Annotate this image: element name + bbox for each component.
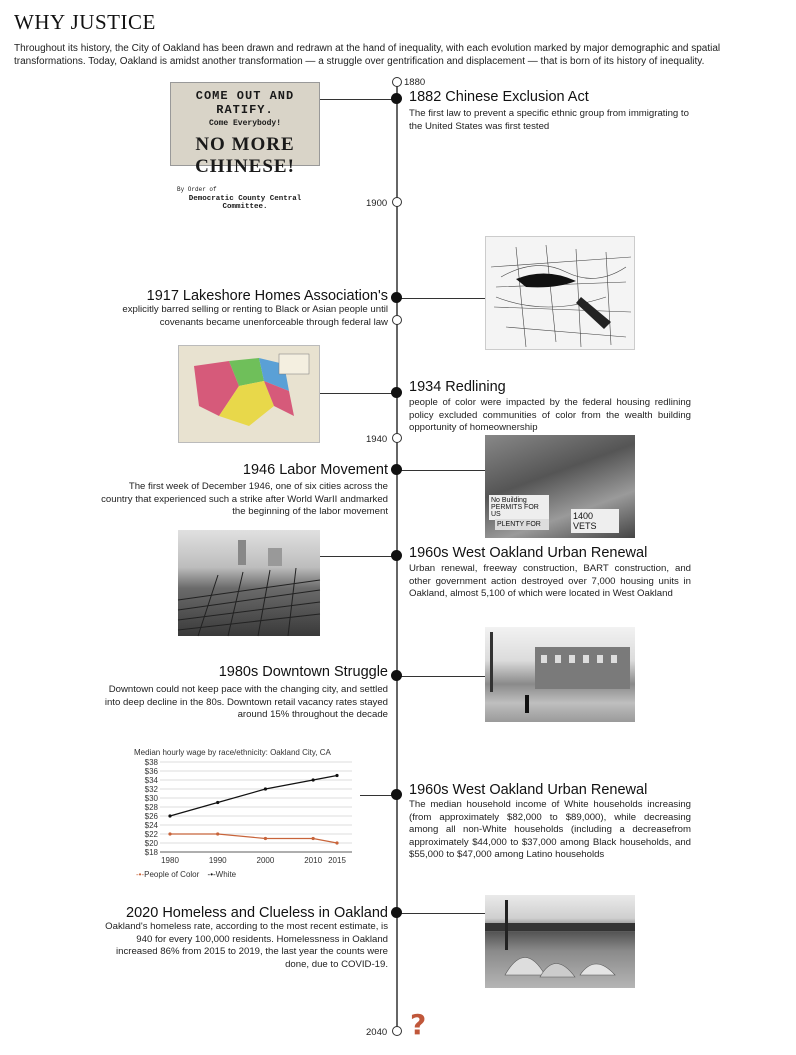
event-dot-1882: [391, 93, 402, 104]
photo-lakeshore-map: [485, 236, 635, 350]
legend-label-white: White: [215, 870, 237, 879]
data-point: [168, 832, 171, 835]
y-tick-label: $36: [144, 767, 158, 776]
year-label-1940: 1940: [366, 434, 388, 445]
photo-redlining-map: [178, 345, 320, 443]
street-buildings-icon: [485, 627, 635, 722]
photo-labor-strike: [485, 435, 635, 538]
legend-label-poc: People of Color: [144, 870, 200, 879]
event-title: 1960s West Oakland Urban Renewal: [409, 782, 648, 798]
event-title: 1917 Lakeshore Homes Association's: [146, 288, 388, 304]
event-title: 1934 Redlining: [409, 379, 506, 395]
y-tick-label: $38: [144, 758, 158, 767]
sign-no-building-permits: No Building PERMITS FOR US: [489, 495, 549, 520]
event-dot-1960s-b: [391, 789, 402, 800]
connector-1917: [396, 298, 485, 299]
event-description: The first law to prevent a specific ethnic group from immigrating to the United States was first tested: [409, 108, 689, 132]
event-description: Downtown could not keep pace with the changing city, and settled into deep decline in the 80s. Downtown retail vacancy rates stayed around 15% throughout the decade: [104, 684, 388, 721]
connector-1934: [320, 393, 396, 394]
y-tick-label: $18: [144, 848, 158, 857]
sign-1400-vets: 1400 VETS: [571, 509, 619, 533]
question-mark-icon: ?: [410, 1008, 427, 1041]
y-tick-label: $34: [144, 776, 158, 785]
photo-homeless-tents: [485, 895, 635, 988]
redlining-map-icon: [179, 346, 321, 444]
legend-swatch-poc: -•-: [136, 870, 145, 879]
event-title: 2020 Homeless and Clueless in Oakland: [126, 905, 388, 921]
series-line-1: [170, 776, 337, 817]
poster-line3: NO MORE CHINESE!: [195, 134, 295, 177]
data-point: [335, 841, 338, 844]
event-dot-1917: [391, 292, 402, 303]
poster-line4: By Order of: [177, 186, 217, 193]
event-description: Urban renewal, freeway construction, BART construction, and other government action destroyed over 7,000 housing units in Oakland, almost 5,100 of which were located in West Oakland: [409, 563, 691, 600]
poster-line5: Democratic County Central Committee.: [188, 195, 302, 211]
y-tick-label: $32: [144, 785, 158, 794]
data-point: [264, 787, 267, 790]
poster-line2: Come Everybody!: [208, 119, 281, 128]
year-label-1880: 1880: [404, 77, 426, 88]
rebar-construction-icon: [178, 530, 320, 636]
year-marker-2040: [392, 1026, 402, 1036]
chart-title: Median hourly wage by race/ethnicity: Oakland City, CA: [134, 748, 331, 757]
legend-swatch-white: -•-: [207, 870, 216, 879]
connector-1960s-a: [320, 556, 396, 557]
event-dot-2020: [391, 907, 402, 918]
data-point: [312, 837, 315, 840]
event-dot-1934: [391, 387, 402, 398]
year-marker-1920: [392, 315, 402, 325]
event-description: The median household income of White households increasing (from approximately $82,000 to $89,000), while decreasing among all non-White households (including a decreasefrom approximately $44,000 to $37,000 among Black households, and $55,000 to $47,000 among Latino households: [409, 799, 691, 861]
data-point: [216, 832, 219, 835]
poster-line1: COME OUT AND RATIFY.: [195, 89, 295, 117]
data-point: [335, 774, 338, 777]
x-tick-label: 2000: [256, 856, 275, 865]
event-title: 1960s West Oakland Urban Renewal: [409, 545, 648, 561]
x-tick-label: 2010: [304, 856, 323, 865]
page-title: WHY JUSTICE: [14, 10, 156, 34]
x-tick-label: 2015: [328, 856, 346, 865]
year-marker-1880: [392, 77, 402, 87]
year-label-1900: 1900: [366, 198, 388, 209]
y-tick-label: $24: [144, 821, 158, 830]
event-description: Oakland's homeless rate, according to the most recent estimate, is 940 for every 100,000 residents. Homelessness in Oakland increased 86% from 2015 to 2019, the last year the counts were done, due to COVID-19.: [105, 921, 388, 970]
event-description: The first week of December 1946, one of six cities across the country that experienced such a strike after World WarII andmarked the beginning of the labor movement: [101, 481, 388, 518]
data-point: [264, 837, 267, 840]
year-marker-1940: [392, 433, 402, 443]
x-tick-label: 1980: [161, 856, 179, 865]
event-dot-1946: [391, 464, 402, 475]
chart-plot: [130, 754, 360, 876]
connector-1980s: [396, 676, 485, 677]
connector-2020: [396, 913, 485, 914]
y-tick-label: $30: [144, 794, 158, 803]
x-tick-label: 1990: [208, 856, 227, 865]
y-tick-label: $28: [144, 803, 158, 812]
data-point: [168, 814, 171, 817]
event-title: 1946 Labor Movement: [242, 462, 388, 478]
photo-downtown-street: [485, 627, 635, 722]
y-tick-label: $20: [144, 839, 158, 848]
connector-1882: [320, 99, 396, 100]
wage-chart: [130, 746, 360, 883]
sign-plenty-for: PLENTY FOR: [495, 519, 549, 530]
year-marker-1900: [392, 197, 402, 207]
event-title: 1882 Chinese Exclusion Act: [409, 89, 589, 105]
y-tick-label: $26: [144, 812, 158, 821]
map-sketch-icon: [486, 237, 636, 351]
connector-1946: [396, 470, 485, 471]
event-description: explicitly barred selling or renting to Black or Asian people until covenants became unenforceable through federal law: [122, 304, 388, 328]
event-dot-1960s-a: [391, 550, 402, 561]
y-tick-label: $22: [144, 830, 158, 839]
photo-urban-renewal: [178, 530, 320, 636]
data-point: [312, 778, 315, 781]
event-dot-1980s: [391, 670, 402, 681]
tents-icon: [485, 895, 635, 988]
chart-legend: [136, 870, 236, 879]
year-label-2040: 2040: [366, 1027, 388, 1038]
intro-paragraph: Throughout its history, the City of Oakland has been drawn and redrawn at the hand of inequality, with each evolution marked by major demographic and spatial transformations. Today, Oakland is amidst another transformation — a struggle over gentrification and displacement — that is born of its history of inequality.: [14, 43, 721, 67]
photo-no-more-chinese-poster: [170, 82, 320, 211]
event-description: people of color were impacted by the federal housing redlining policy excluded communities of color from the wealth building opportunity of homeownership: [409, 397, 691, 434]
data-point: [216, 801, 219, 804]
event-title: 1980s Downtown Struggle: [218, 664, 388, 680]
